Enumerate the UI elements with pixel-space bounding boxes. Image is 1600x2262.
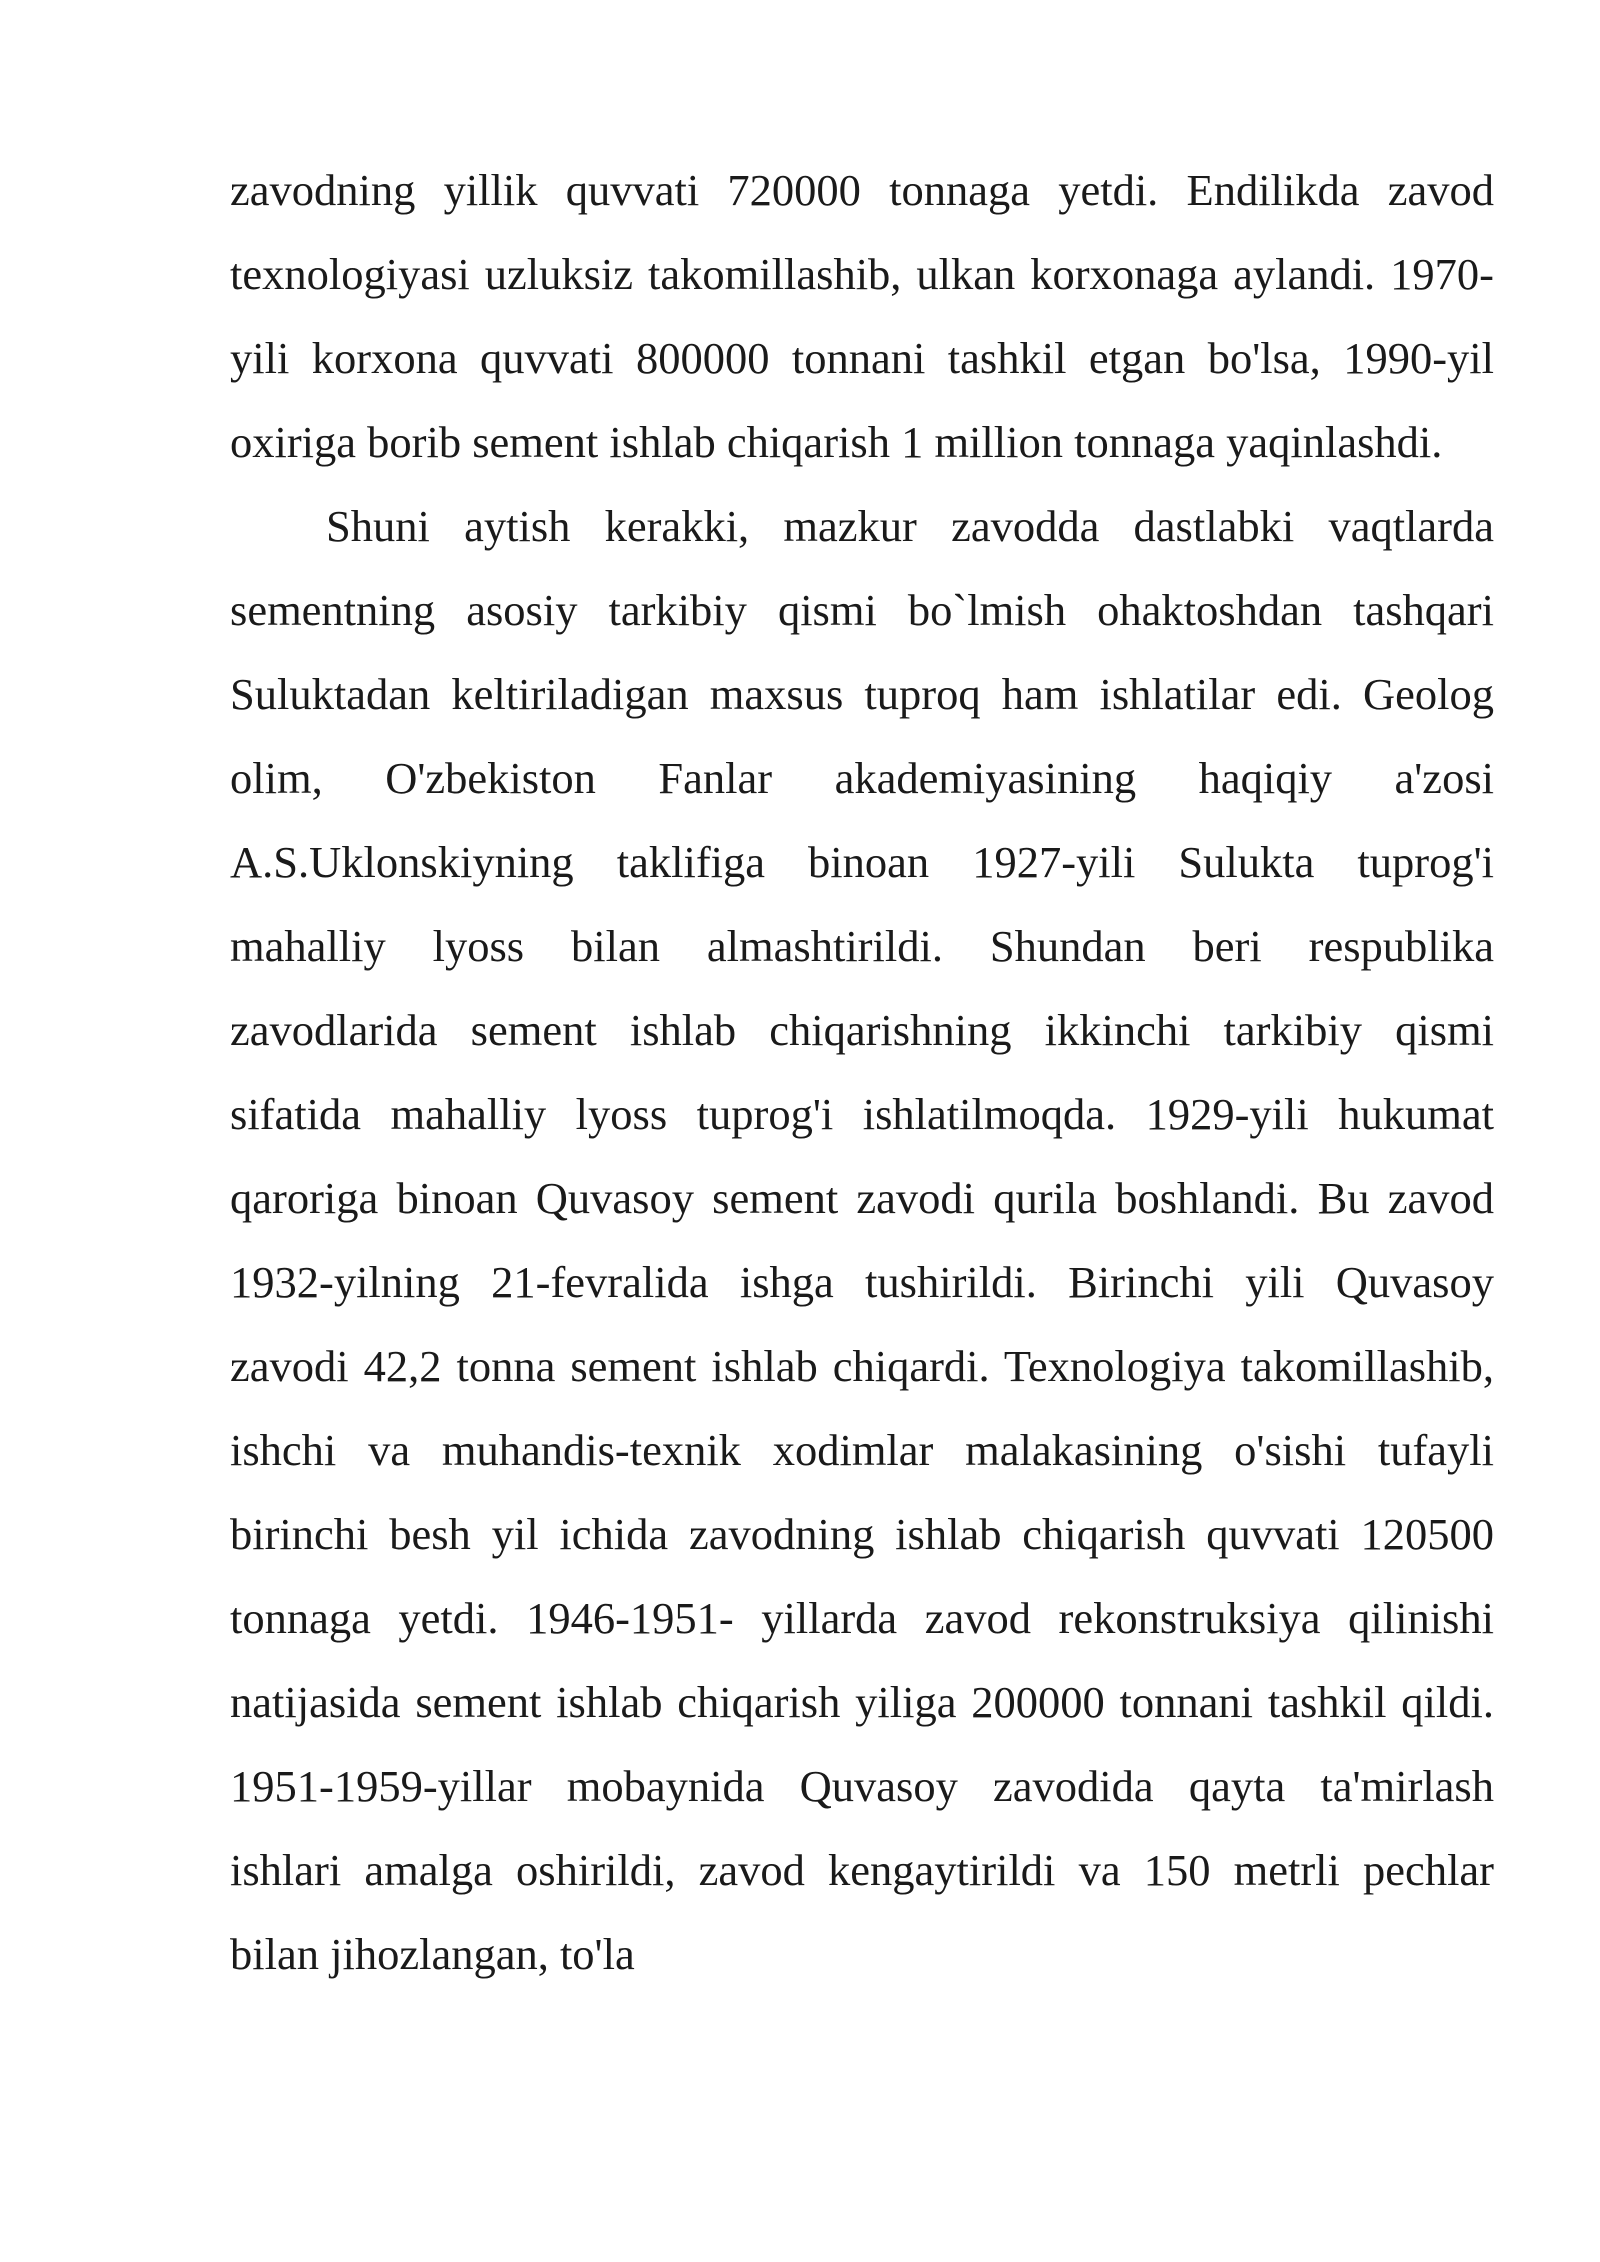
- paragraph-continuation: zavodning yillik quvvati 720000 tonnaga yetdi. Endilikda zavod texnologiyasi uzluksiz takomillashib, ulkan korxonaga aylandi. 1970- yili korxona quvvati 800000 tonnani tashkil etgan bo'lsa, 1990-yil oxiriga borib sement ishlab chiqarish 1 million tonnaga yaqinlashdi.: [230, 165, 1494, 467]
- body-text: [230, 148, 1494, 1996]
- paragraph-main: Shuni aytish kerakki, mazkur zavodda dastlabki vaqtlarda sementning asosiy tarkibiy qismi bo`lmish ohaktoshdan tashqari Suluktadan keltiriladigan maxsus tuproq ham ishlatilar edi. Geolog olim, O'zbekiston Fanlar akademiyasining haqiqiy a'zosi A.S.Uklonskiyning taklifiga binoan 1927-yili Sulukta tuprog'i mahalliy lyoss bilan almashtirildi. Shundan beri respublika zavodlarida sement ishlab chiqarishning ikkinchi tarkibiy qismi sifatida mahalliy lyoss tuprog'i ishlatilmoqda. 1929-yili hukumat qaroriga binoan Quvasoy sement zavodi qurila boshlandi. Bu zavod 1932-yilning 21-fevralida ishga tushirildi. Birinchi yili Quvasoy zavodi 42,2 tonna sement ishlab chiqardi. Texnologiya takomillashib, ishchi va muhandis-texnik xodimlar malakasining o'sishi tufayli birinchi besh yil ichida zavodning ishlab chiqarish quvvati 120500 tonnaga yetdi. 1946-1951- yillarda zavod rekonstruksiya qilinishi natijasida sement ishlab chiqarish yiliga 200000 tonnani tashkil qildi. 1951-1959-yillar mobaynida Quvasoy zavodida qayta ta'mirlash ishlari amalga oshirildi, zavod kengaytirildi va 150 metrli pechlar bilan jihozlangan, to'la: [230, 501, 1494, 1979]
